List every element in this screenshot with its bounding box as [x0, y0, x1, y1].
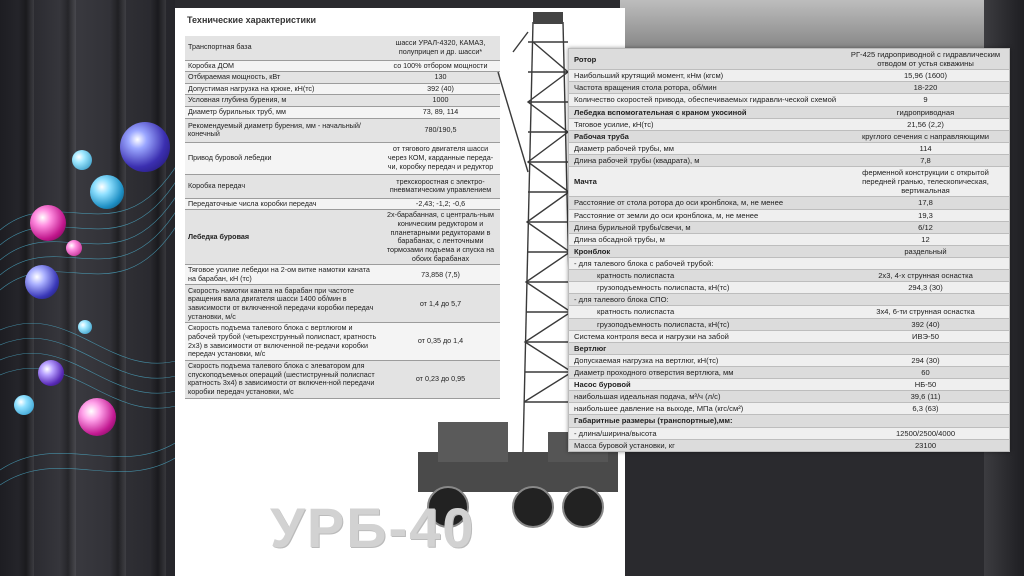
- decorative-orb: [38, 360, 64, 386]
- spec-value: со 100% отбором мощности: [381, 60, 500, 72]
- spec-row: [569, 403, 1010, 415]
- right-spec-table: [568, 48, 1010, 452]
- spec-label: Длина рабочей трубы (квадрата), м: [569, 154, 843, 166]
- spec-value: 18-220: [842, 82, 1010, 94]
- spec-label: Система контроля веса и нагрузки на забой: [569, 330, 843, 342]
- spec-label: Рекомендуемый диаметр бурения, мм - начальный/конечный: [185, 118, 381, 142]
- crown-block: [533, 12, 563, 24]
- spec-label: Коробка передач: [185, 174, 381, 198]
- spec-value: 6,3 (63): [842, 403, 1010, 415]
- spec-row: [569, 106, 1010, 118]
- spec-label: Диаметр проходного отверстия вертлюга, мм: [569, 366, 843, 378]
- spec-row: [569, 154, 1010, 166]
- spec-label: Привод буровой лебедки: [185, 142, 381, 174]
- spec-row: [569, 118, 1010, 130]
- spec-value: ферменной конструкции с открытой передней гранью, телескопическая, вертикальная: [842, 167, 1010, 197]
- spec-label: Лебедка вспомогательная с краном укосиной: [569, 106, 843, 118]
- spec-label: Транспортная база: [185, 36, 381, 60]
- spec-label: Диаметр рабочей трубы, мм: [569, 142, 843, 154]
- spec-label: Расстояние от земли до оси кронблока, м, не менее: [569, 209, 843, 221]
- model-watermark: УРБ-40: [270, 496, 476, 559]
- spec-value: 780/190,5: [381, 118, 500, 142]
- spec-row: [569, 142, 1010, 154]
- spec-value: 17,8: [842, 197, 1010, 209]
- spec-row: [569, 294, 1010, 306]
- spec-value: 19,3: [842, 209, 1010, 221]
- spec-value: от 0,23 до 0,95: [381, 361, 500, 399]
- decorative-orb: [14, 395, 34, 415]
- spec-value: от 1,4 до 5,7: [381, 285, 500, 323]
- spec-value: 12: [842, 233, 1010, 245]
- spec-label: Скорость подъема талевого блока с элеватором для спускоподъемных операций (шестиструнный полиспаст кратность 3х4) в зависимости от включен-ной передачи коробки передач установки, м/с: [185, 361, 381, 399]
- spec-value: 114: [842, 142, 1010, 154]
- spec-value: 73,858 (7,5): [381, 265, 500, 285]
- spec-label: Передаточные числа коробки передач: [185, 198, 381, 210]
- spec-value: 294 (30): [842, 354, 1010, 366]
- spec-label: Ротор: [569, 49, 843, 70]
- spec-label: Частота вращения стола ротора, об/мин: [569, 82, 843, 94]
- spec-value: [842, 342, 1010, 354]
- spec-value: 2х-барабанная, с централь-ным коническим редуктором и планетарными редукторами в барабанах, с ленточными тормозами подъема и спуска на обоих барабанах: [381, 210, 500, 265]
- decorative-orb: [78, 398, 116, 436]
- spec-value: НБ-50: [842, 379, 1010, 391]
- spec-label: Расстояние от стола ротора до оси кронблока, м, не менее: [569, 197, 843, 209]
- spec-value: РГ-425 гидроприводной с гидравлическим отводом от устья скважины: [842, 49, 1010, 70]
- spec-label: Кронблок: [569, 245, 843, 257]
- spec-label: Отбираемая мощность, кВт: [185, 72, 381, 84]
- spec-label: Лебедка буровая: [185, 210, 381, 265]
- spec-label: Скорость подъема талевого блока с вертлюгом и рабочей трубой (четырехструнный полиспаст, кратность 2х3) в зависимости от включенной пе-редачи коробки передач установки, м/с: [185, 323, 381, 361]
- spec-label: Тяговое усилие, кН(тс): [569, 118, 843, 130]
- spec-row: [569, 82, 1010, 94]
- spec-value: круглого сечения с направляющими: [842, 130, 1010, 142]
- spec-row: [569, 318, 1010, 330]
- spec-label: Рабочая труба: [569, 130, 843, 142]
- spec-row: [569, 427, 1010, 439]
- spec-label: - для талевого блока с рабочей трубой:: [569, 257, 843, 269]
- spec-row: [569, 342, 1010, 354]
- spec-value: 392 (40): [381, 83, 500, 95]
- spec-row: [569, 49, 1010, 70]
- spec-value: -2,43; -1,2; -0,6: [381, 198, 500, 210]
- spec-value: 73, 89, 114: [381, 107, 500, 119]
- spec-label: наибольшее давление на выходе, МПа (кгс/см²): [569, 403, 843, 415]
- decorative-orb: [30, 205, 66, 241]
- spec-value: гидроприводная: [842, 106, 1010, 118]
- spec-label: Длина обсадной трубы, м: [569, 233, 843, 245]
- spec-value: от тягового двигателя шасси через КОМ, карданные переда-чи, коробку передач и редуктор: [381, 142, 500, 174]
- spec-row: [569, 282, 1010, 294]
- spec-row: [569, 366, 1010, 378]
- spec-row: [569, 233, 1010, 245]
- decorative-orb: [66, 240, 82, 256]
- spec-row: [569, 197, 1010, 209]
- spec-row: [569, 130, 1010, 142]
- spec-row: [569, 270, 1010, 282]
- spec-label: наибольшая идеальная подача, м³/ч (л/с): [569, 391, 843, 403]
- spec-value: 3х4, 6-ти струнная оснастка: [842, 306, 1010, 318]
- spec-label: Скорость намотки каната на барабан при частоте вращения вала двигателя шасси 1400 об/мин в зависимости от включенной передачи коробки передач установки, м/с: [185, 285, 381, 323]
- spec-label: грузоподъемность полиспаста, кН(тс): [569, 318, 843, 330]
- spec-label: кратность полиспаста: [569, 306, 843, 318]
- spec-value: [842, 257, 1010, 269]
- spec-value: 294,3 (30): [842, 282, 1010, 294]
- spec-row: [569, 330, 1010, 342]
- spec-label: Длина бурильной трубы/свечи, м: [569, 221, 843, 233]
- spec-label: Допустимая нагрузка на крюке, кН(тс): [185, 83, 381, 95]
- spec-label: Вертлюг: [569, 342, 843, 354]
- spec-row: [569, 379, 1010, 391]
- spec-row: [569, 257, 1010, 269]
- decorative-orb: [120, 122, 170, 172]
- spec-value: 39,6 (11): [842, 391, 1010, 403]
- spec-label: Диаметр бурильных труб, мм: [185, 107, 381, 119]
- spec-value: 9: [842, 94, 1010, 106]
- spec-row: [569, 70, 1010, 82]
- spec-value: раздельный: [842, 245, 1010, 257]
- decorative-orb: [78, 320, 92, 334]
- spec-value: ИВЭ-50: [842, 330, 1010, 342]
- spec-value: 392 (40): [842, 318, 1010, 330]
- spec-row: [569, 209, 1010, 221]
- spec-value: 1000: [381, 95, 500, 107]
- spec-value: 130: [381, 72, 500, 84]
- spec-value: 6/12: [842, 221, 1010, 233]
- spec-value: 60: [842, 366, 1010, 378]
- spec-label: Габаритные размеры (транспортные),мм:: [569, 415, 843, 427]
- spec-row: [569, 221, 1010, 233]
- spec-label: Условная глубина бурения, м: [185, 95, 381, 107]
- spec-label: Допускаемая нагрузка на вертлюг, кН(тс): [569, 354, 843, 366]
- spec-row: [569, 167, 1010, 197]
- spec-value: трехскоростная с электро-пневматическим управлением: [381, 174, 500, 198]
- spec-row: [569, 415, 1010, 427]
- decorative-orb: [72, 150, 92, 170]
- spec-value: от 0,35 до 1,4: [381, 323, 500, 361]
- spec-row: [569, 306, 1010, 318]
- spec-value: 23100: [842, 439, 1010, 451]
- spec-value: 12500/2500/4000: [842, 427, 1010, 439]
- decorative-orb: [25, 265, 59, 299]
- spec-row: [569, 245, 1010, 257]
- spec-value: шасси УРАЛ-4320, КАМАЗ, полуприцеп и др. шасси*: [381, 36, 500, 60]
- spec-label: Насос буровой: [569, 379, 843, 391]
- decorative-orb: [90, 175, 124, 209]
- spec-value: 21,56 (2,2): [842, 118, 1010, 130]
- spec-label: Количество скоростей привода, обеспечиваемых гидравли-ческой схемой: [569, 94, 843, 106]
- spec-label: Наибольший крутящий момент, кНм (кгсм): [569, 70, 843, 82]
- spec-row: [569, 391, 1010, 403]
- document-title: Технические характеристики: [187, 15, 317, 25]
- spec-row: [569, 439, 1010, 451]
- spec-label: кратность полиспаста: [569, 270, 843, 282]
- spec-label: Тяговое усилие лебедки на 2-ом витке намотки каната на барабан, кН (тс): [185, 265, 381, 285]
- spec-label: Масса буровой установки, кг: [569, 439, 843, 451]
- spec-row: [569, 354, 1010, 366]
- spec-value: [842, 415, 1010, 427]
- spec-value: 15,96 (1600): [842, 70, 1010, 82]
- spec-label: - длина/ширина/высота: [569, 427, 843, 439]
- spec-value: [842, 294, 1010, 306]
- spec-label: Коробка ДОМ: [185, 60, 381, 72]
- spec-label: грузоподъемность полиспаста, кН(тс): [569, 282, 843, 294]
- spec-value: 2х3, 4-х струнная оснастка: [842, 270, 1010, 282]
- spec-label: Мачта: [569, 167, 843, 197]
- spec-row: [569, 94, 1010, 106]
- spec-value: 7,8: [842, 154, 1010, 166]
- spec-label: - для талевого блока СПО:: [569, 294, 843, 306]
